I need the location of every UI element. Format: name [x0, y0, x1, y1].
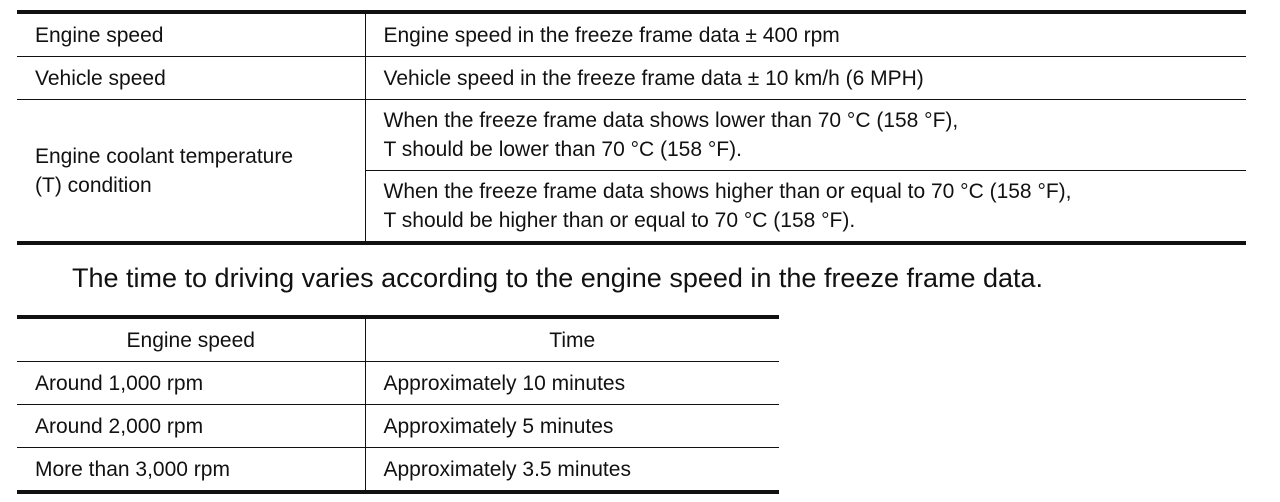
engine-speed-condition: Engine speed in the freeze frame data ± 400 rpm: [365, 12, 1246, 57]
table-row: [17, 12, 1246, 57]
time-cell: Approximately 3.5 minutes: [383, 457, 631, 481]
engine-speed-label: Engine speed: [17, 12, 365, 57]
table-row: [17, 57, 1246, 100]
coolant-low-line1: When the freeze frame data shows lower than 70 °C (158 °F),: [383, 109, 959, 132]
conditions-table: [17, 10, 1246, 245]
table-row: [17, 448, 779, 493]
coolant-label-line1: Engine coolant temperature: [35, 144, 293, 168]
engine-speed-cell: Around 2,000 rpm: [17, 405, 365, 448]
table-row: [17, 100, 1246, 171]
table-row: [17, 362, 779, 405]
table-row: [17, 405, 779, 448]
table-header-row: [17, 317, 779, 362]
engine-speed-cell: Around 1,000 rpm: [17, 362, 365, 405]
driving-time-table: [17, 315, 779, 494]
coolant-high-condition: [365, 171, 1246, 244]
vehicle-speed-label: Vehicle speed: [17, 57, 365, 100]
coolant-low-condition: [365, 100, 1246, 171]
time-cell: Approximately 10 minutes: [365, 362, 779, 405]
engine-speed-cell: More than 3,000 rpm: [17, 448, 365, 493]
column-header-engine-speed: Engine speed: [17, 317, 365, 362]
time-cell: Approximately 5 minutes: [365, 405, 779, 448]
coolant-label-line2: (T) condition: [35, 173, 152, 197]
coolant-temperature-label: [17, 100, 365, 244]
coolant-high-line2: T should be higher than or equal to 70 °C (158 °F).: [383, 209, 856, 232]
driving-time-note: The time to driving varies according to the engine speed in the freeze frame data.: [72, 263, 1044, 293]
vehicle-speed-condition: Vehicle speed in the freeze frame data ± 10 km/h (6 MPH): [365, 57, 1246, 100]
coolant-high-line1: When the freeze frame data shows higher than or equal to 70 °C (158 °F),: [383, 180, 1072, 203]
column-header-time: Time: [365, 317, 779, 362]
coolant-low-line2: T should be lower than 70 °C (158 °F).: [383, 138, 742, 161]
